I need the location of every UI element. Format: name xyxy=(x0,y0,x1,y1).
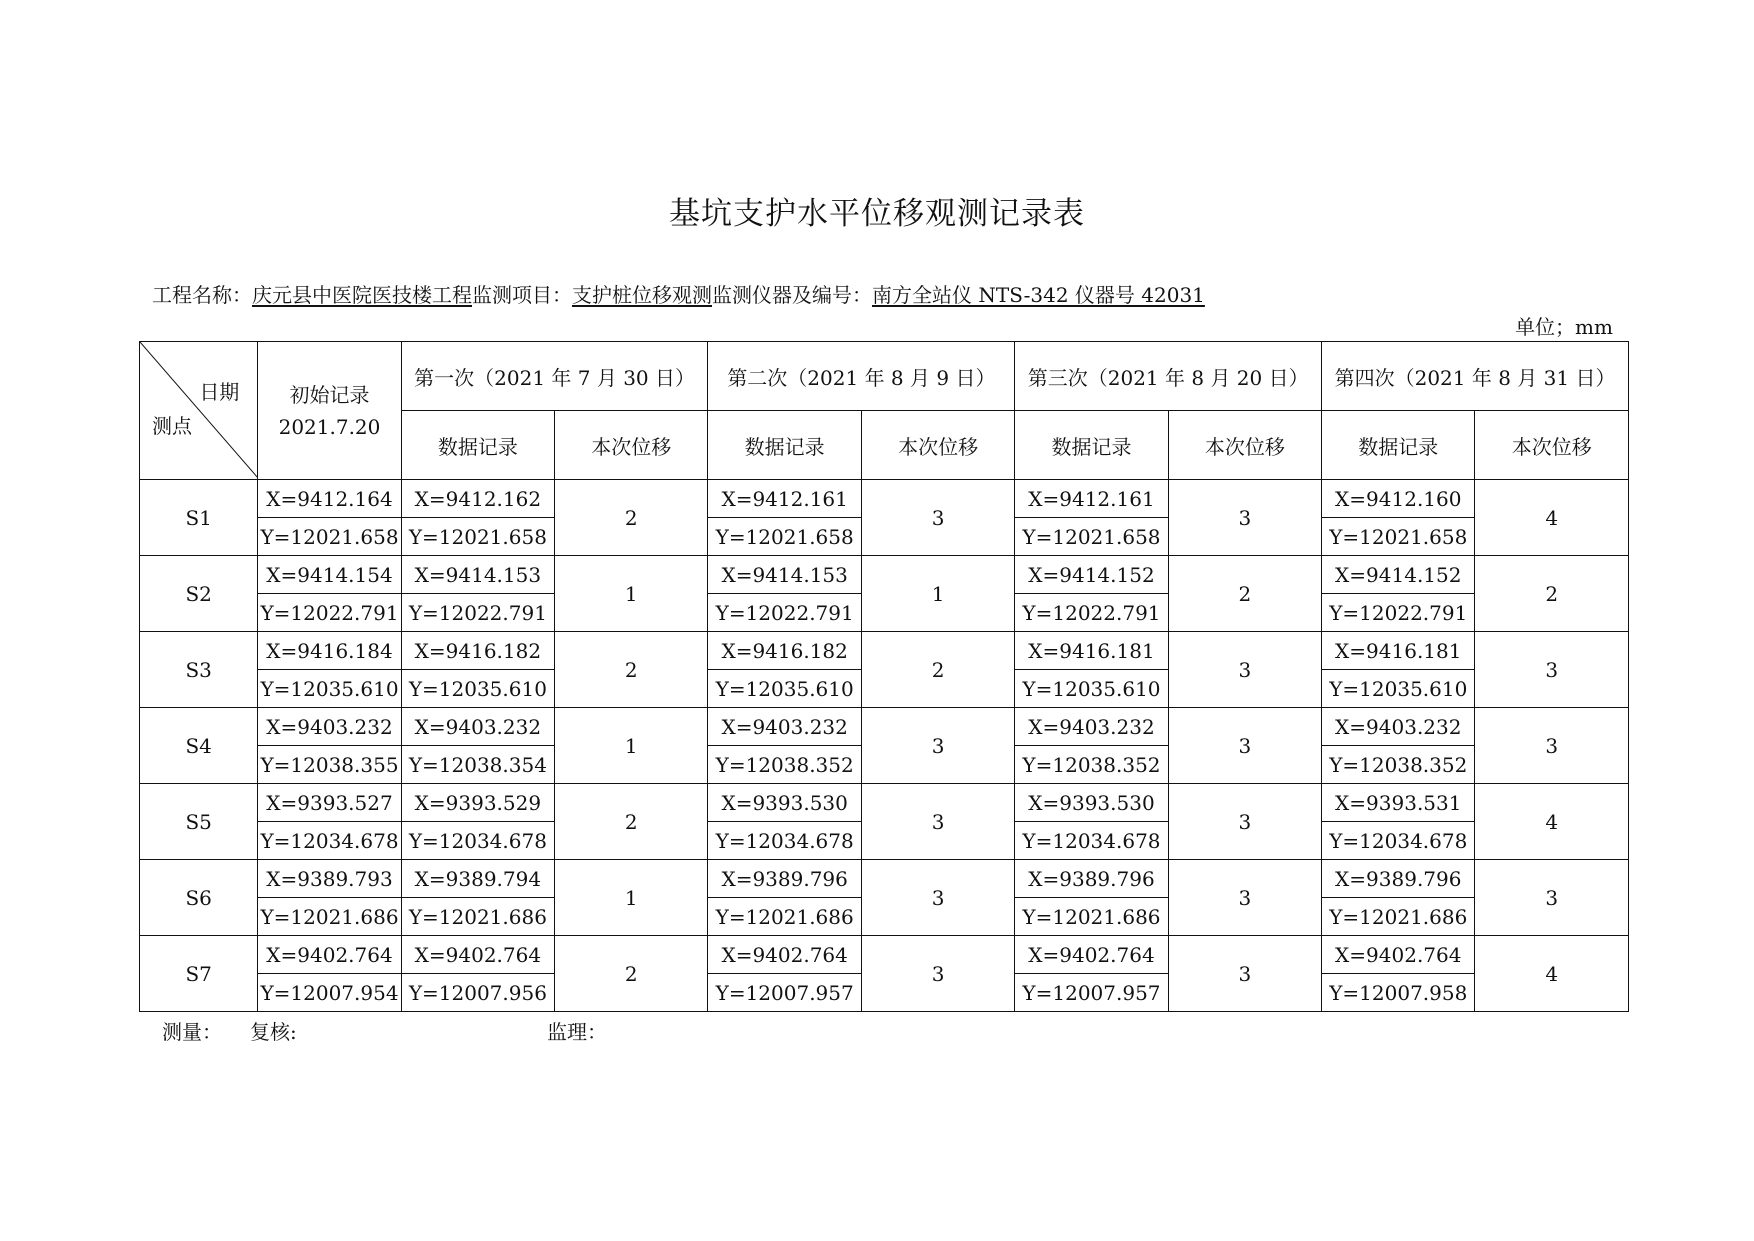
round-y-cell: Y=12021.658 xyxy=(1322,518,1475,556)
round-y-cell: Y=12021.658 xyxy=(1015,518,1168,556)
round-y-cell: Y=12034.678 xyxy=(401,822,554,860)
round-y-cell: Y=12022.791 xyxy=(1015,594,1168,632)
round-y-cell: Y=12038.352 xyxy=(708,746,861,784)
table-row xyxy=(140,708,1629,746)
point-id-cell: S3 xyxy=(140,632,258,708)
initial-x-cell: X=9393.527 xyxy=(258,784,401,822)
displacement-cell: 2 xyxy=(555,632,708,708)
initial-y-cell: Y=12021.686 xyxy=(258,898,401,936)
displacement-table xyxy=(139,341,1629,1012)
unit-label: 单位；mm xyxy=(1515,315,1613,339)
table-row xyxy=(140,556,1629,594)
round-x-cell: X=9389.796 xyxy=(1015,860,1168,898)
round-x-cell: X=9402.764 xyxy=(1322,936,1475,974)
displacement-header: 本次位移 xyxy=(555,411,708,480)
data-record-header: 数据记录 xyxy=(401,411,554,480)
supervise-label: 监理： xyxy=(547,1020,607,1044)
displacement-cell: 3 xyxy=(861,708,1014,784)
round-y-cell: Y=12022.791 xyxy=(708,594,861,632)
round-x-cell: X=9403.232 xyxy=(708,708,861,746)
round-y-cell: Y=12021.686 xyxy=(401,898,554,936)
round-x-cell: X=9412.161 xyxy=(708,480,861,518)
displacement-cell: 4 xyxy=(1475,480,1629,556)
displacement-cell: 4 xyxy=(1475,784,1629,860)
displacement-cell: 3 xyxy=(861,784,1014,860)
initial-x-cell: X=9414.154 xyxy=(258,556,401,594)
round-x-cell: X=9412.160 xyxy=(1322,480,1475,518)
displacement-cell: 2 xyxy=(555,784,708,860)
initial-x-cell: X=9389.793 xyxy=(258,860,401,898)
displacement-cell: 3 xyxy=(1475,708,1629,784)
point-id-cell: S1 xyxy=(140,480,258,556)
round-y-cell: Y=12021.686 xyxy=(708,898,861,936)
round-x-cell: X=9389.796 xyxy=(1322,860,1475,898)
initial-y-cell: Y=12034.678 xyxy=(258,822,401,860)
project-info-line xyxy=(152,279,1205,308)
round-x-cell: X=9416.181 xyxy=(1322,632,1475,670)
round-x-cell: X=9412.162 xyxy=(401,480,554,518)
displacement-cell: 3 xyxy=(1168,860,1321,936)
round-x-cell: X=9402.764 xyxy=(401,936,554,974)
round-y-cell: Y=12038.352 xyxy=(1322,746,1475,784)
displacement-cell: 1 xyxy=(861,556,1014,632)
round-y-cell: Y=12022.791 xyxy=(401,594,554,632)
displacement-cell: 2 xyxy=(1168,556,1321,632)
table-row xyxy=(140,936,1629,974)
displacement-cell: 3 xyxy=(1168,936,1321,1012)
round-y-cell: Y=12035.610 xyxy=(401,670,554,708)
initial-y-cell: Y=12021.658 xyxy=(258,518,401,556)
initial-x-cell: X=9402.764 xyxy=(258,936,401,974)
displacement-cell: 4 xyxy=(1475,936,1629,1012)
displacement-cell: 2 xyxy=(1475,556,1629,632)
round-x-cell: X=9414.153 xyxy=(708,556,861,594)
data-record-header: 数据记录 xyxy=(708,411,861,480)
round-x-cell: X=9403.232 xyxy=(401,708,554,746)
displacement-cell: 3 xyxy=(1475,860,1629,936)
initial-x-cell: X=9416.184 xyxy=(258,632,401,670)
initial-y-cell: Y=12038.355 xyxy=(258,746,401,784)
initial-y-cell: Y=12007.954 xyxy=(258,974,401,1012)
round-y-cell: Y=12007.958 xyxy=(1322,974,1475,1012)
table-row xyxy=(140,632,1629,670)
displacement-cell: 3 xyxy=(1168,708,1321,784)
table-row xyxy=(140,784,1629,822)
round-x-cell: X=9403.232 xyxy=(1322,708,1475,746)
displacement-header: 本次位移 xyxy=(1475,411,1629,480)
round-y-cell: Y=12007.956 xyxy=(401,974,554,1012)
displacement-cell: 3 xyxy=(1168,480,1321,556)
review-label: 复核: xyxy=(250,1020,297,1044)
round-y-cell: Y=12038.354 xyxy=(401,746,554,784)
round-y-cell: Y=12021.658 xyxy=(708,518,861,556)
round-y-cell: Y=12034.678 xyxy=(708,822,861,860)
displacement-cell: 2 xyxy=(555,936,708,1012)
data-record-header: 数据记录 xyxy=(1015,411,1168,480)
point-id-cell: S4 xyxy=(140,708,258,784)
round-y-cell: Y=12021.686 xyxy=(1322,898,1475,936)
project-name-label: 工程名称： xyxy=(152,283,252,307)
point-id-cell: S5 xyxy=(140,784,258,860)
round-y-cell: Y=12038.352 xyxy=(1015,746,1168,784)
displacement-cell: 3 xyxy=(1168,784,1321,860)
displacement-cell: 3 xyxy=(861,860,1014,936)
round-y-cell: Y=12034.678 xyxy=(1015,822,1168,860)
displacement-header: 本次位移 xyxy=(1168,411,1321,480)
round-y-cell: Y=12021.658 xyxy=(401,518,554,556)
initial-y-cell: Y=12022.791 xyxy=(258,594,401,632)
round-x-cell: X=9393.531 xyxy=(1322,784,1475,822)
measure-label: 测量： xyxy=(162,1020,222,1044)
initial-x-cell: X=9403.232 xyxy=(258,708,401,746)
displacement-cell: 1 xyxy=(555,556,708,632)
round-x-cell: X=9412.161 xyxy=(1015,480,1168,518)
displacement-cell: 2 xyxy=(555,480,708,556)
displacement-cell: 3 xyxy=(861,936,1014,1012)
initial-record-title: 初始记录 xyxy=(289,382,370,407)
corner-date-label: 日期 xyxy=(199,380,240,404)
round-header-1: 第一次（2021 年 7 月 30 日） xyxy=(401,342,708,411)
round-x-cell: X=9389.796 xyxy=(708,860,861,898)
round-header-2: 第二次（2021 年 8 月 9 日） xyxy=(708,342,1015,411)
round-header-3: 第三次（2021 年 8 月 20 日） xyxy=(1015,342,1322,411)
monitoring-item-label: 监测项目： xyxy=(472,283,572,307)
instrument-label: 监测仪器及编号： xyxy=(712,283,872,307)
round-x-cell: X=9393.530 xyxy=(708,784,861,822)
displacement-header: 本次位移 xyxy=(861,411,1014,480)
round-y-cell: Y=12034.678 xyxy=(1322,822,1475,860)
initial-record-date: 2021.7.20 xyxy=(278,414,381,439)
instrument-value: 南方全站仪 NTS-342 仪器号 42031 xyxy=(872,283,1205,307)
displacement-cell: 2 xyxy=(861,632,1014,708)
displacement-cell: 1 xyxy=(555,860,708,936)
round-x-cell: X=9403.232 xyxy=(1015,708,1168,746)
round-x-cell: X=9402.764 xyxy=(708,936,861,974)
displacement-cell: 3 xyxy=(1168,632,1321,708)
project-name-value: 庆元县中医院医技楼工程 xyxy=(252,283,472,307)
displacement-cell: 3 xyxy=(1475,632,1629,708)
page-title: 基坑支护水平位移观测记录表 xyxy=(669,196,1085,232)
round-x-cell: X=9414.152 xyxy=(1322,556,1475,594)
point-id-cell: S7 xyxy=(140,936,258,1012)
round-x-cell: X=9393.530 xyxy=(1015,784,1168,822)
round-header-4: 第四次（2021 年 8 月 31 日） xyxy=(1322,342,1629,411)
corner-point-label: 测点 xyxy=(152,414,192,438)
initial-record-header xyxy=(258,342,401,480)
point-id-cell: S6 xyxy=(140,860,258,936)
round-x-cell: X=9416.182 xyxy=(401,632,554,670)
monitoring-item-value: 支护桩位移观测 xyxy=(572,283,712,307)
corner-header-cell xyxy=(140,342,258,480)
round-y-cell: Y=12007.957 xyxy=(1015,974,1168,1012)
round-x-cell: X=9416.182 xyxy=(708,632,861,670)
table-row xyxy=(140,860,1629,898)
round-y-cell: Y=12022.791 xyxy=(1322,594,1475,632)
table-row xyxy=(140,480,1629,518)
round-x-cell: X=9389.794 xyxy=(401,860,554,898)
point-id-cell: S2 xyxy=(140,556,258,632)
round-y-cell: Y=12035.610 xyxy=(708,670,861,708)
round-x-cell: X=9393.529 xyxy=(401,784,554,822)
data-record-header: 数据记录 xyxy=(1322,411,1475,480)
round-x-cell: X=9402.764 xyxy=(1015,936,1168,974)
displacement-cell: 3 xyxy=(861,480,1014,556)
round-x-cell: X=9416.181 xyxy=(1015,632,1168,670)
round-y-cell: Y=12007.957 xyxy=(708,974,861,1012)
initial-y-cell: Y=12035.610 xyxy=(258,670,401,708)
round-x-cell: X=9414.152 xyxy=(1015,556,1168,594)
displacement-cell: 1 xyxy=(555,708,708,784)
round-y-cell: Y=12035.610 xyxy=(1015,670,1168,708)
round-x-cell: X=9414.153 xyxy=(401,556,554,594)
initial-x-cell: X=9412.164 xyxy=(258,480,401,518)
round-y-cell: Y=12021.686 xyxy=(1015,898,1168,936)
round-y-cell: Y=12035.610 xyxy=(1322,670,1475,708)
